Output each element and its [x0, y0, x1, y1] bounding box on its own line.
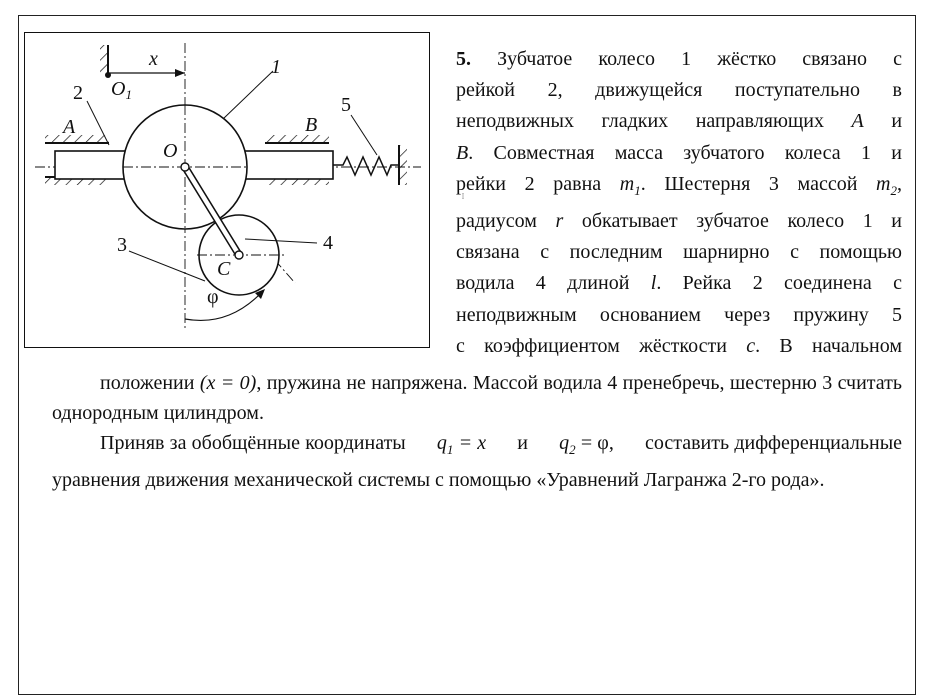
text-cursor-icon: [462, 186, 464, 206]
phi-arc: [185, 291, 263, 320]
label-x: x: [149, 48, 158, 70]
guide-a-top-hatch: [45, 135, 109, 143]
hinge-o: [181, 163, 189, 171]
text-line-9: неподвижным основанием через пружину 5: [456, 303, 902, 326]
paragraph-task: Приняв за обобщённые координаты $q_1 = x$ и $q_2 = \varphi$, составить дифференциальные уравнения движения механической системы с помощью «Уравнений Лагранжа 2-го рода».: [52, 432, 903, 491]
label-rack-2: 2: [73, 82, 83, 104]
text-line-3: неподвижных гладких направляющих A и: [456, 110, 903, 133]
spring-5: [333, 157, 399, 175]
label-carrier-4: 4: [323, 232, 333, 254]
label-c: C: [217, 258, 231, 280]
label-guide-a: A: [63, 116, 76, 138]
label-gear-1: 1: [271, 56, 281, 78]
text-line-8: водила 4 длиной l. Рейка 2 соединена с: [456, 272, 903, 295]
text-line-7: связана с последним шарнирно с помощью: [456, 241, 902, 264]
text-line-6: радиусом r обкатывает зубчатое колесо 1 и: [456, 210, 902, 233]
text-line-10: с коэффициентом жёсткости c. В начальном: [456, 334, 903, 357]
mechanism-diagram: [25, 33, 431, 349]
label-spring-5: 5: [341, 94, 351, 116]
label-pinion-3: 3: [117, 234, 127, 256]
text-line-4: B. Совместная масса зубчатого колеса 1 и: [456, 141, 902, 164]
text-line-1: 5. Зубчатое колесо 1 жёстко связано с: [456, 48, 903, 70]
mechanism-figure: [24, 32, 430, 348]
o1-wall-hatch: [100, 45, 108, 77]
label-o: O: [163, 140, 178, 162]
label-o1: $O_1$: [111, 78, 132, 102]
label-guide-b: B: [305, 114, 318, 136]
text-line-2: рейкой 2, движущейся поступательно в: [456, 79, 902, 102]
problem-text-full: [52, 368, 902, 495]
problem-number: 5.: [456, 48, 471, 70]
text-line-5: рейки 2 равна $m_1$. Шестерня 3 массой $m_2$,: [456, 172, 902, 198]
problem-text-right: [456, 44, 902, 362]
guide-b-top-hatch: [265, 135, 329, 143]
spring-wall-hatch: [399, 145, 407, 185]
hinge-c: [235, 251, 243, 259]
paragraph-initial-position: положении (x = 0), пружина не напряжена. Массой водила 4 пренебречь, шестерню 3 считать однородным цилиндром.: [52, 372, 903, 424]
label-phi: φ: [207, 286, 219, 308]
